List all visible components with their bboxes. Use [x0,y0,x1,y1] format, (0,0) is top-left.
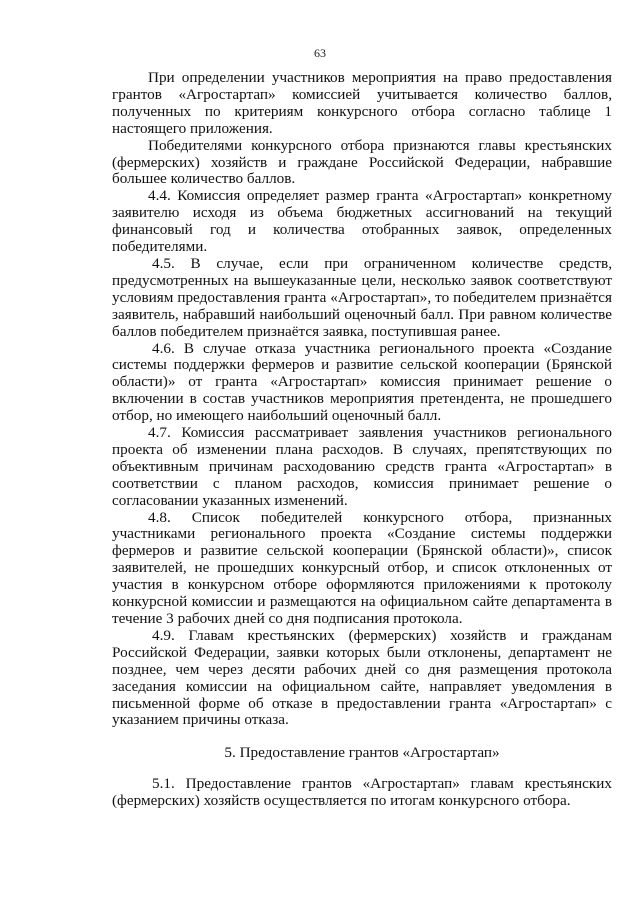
paragraph-4-9: 4.9. Главам крестьянских (фермерских) хозяйств и гражданам Российской Федерации, заявки которых были отклонены, департамент не позднее, чем через десяти рабочих дней со дня размещения протокола заседания комиссии на официальном сайте, направляет уведомления в письменной форме об отказе в предоставлении гранта «Агростартап» с указанием причины отказа. [112,626,612,729]
paragraph-winners: Победителями конкурсного отбора признаются главы крестьянских (фермерских) хозяйств и граждане Российской Федерации, набравшие большее количество баллов. [112,136,612,188]
paragraph-4-6: 4.6. В случае отказа участника регионального проекта «Создание системы поддержки фермеров и развитие сельской кооперации (Брянской области)» от гранта «Агростартап» комиссия принимает решение о включении в состав участников мероприятия претендента, не прошедшего отбор, но имеющего наибольший оценочный балл. [112,339,612,425]
paragraph-scoring: При определении участников мероприятия на право предоставления грантов «Агростартап» комиссией учитывается количество баллов, полученных по критериям конкурсного отбора согласно таблице 1 настоящего приложения. [112,69,612,137]
paragraph-4-7: 4.7. Комиссия рассматривает заявления участников регионального проекта об изменении плана расходов. В случаях, препятствующих по объективным причинам расходованию средств гранта «Агростартап» в соответствии с планом расходов, комиссия принимает решение о согласовании указанных изменений. [112,424,612,509]
paragraph-4-8: 4.8. Список победителей конкурсного отбора, признанных участниками регионального проекта «Создание системы поддержки фермеров и развитие сельской кооперации (Брянской области)», список заявителей, не прошедших конкурсный отбор, и список отклоненных от участия в конкурсном отборе оформляются приложениями к протоколу конкурсной комиссии и размещаются на официальном сайте департамента в течение 3 рабочих дней со дня подписания протокола. [112,508,612,627]
page-number: 63 [314,46,326,60]
paragraph-4-5: 4.5. В случае, если при ограниченном количестве средств, предусмотренных на вышеуказанные цели, несколько заявок соответствуют условиям предоставления гранта «Агростартап», то победителем признаётся заявитель, набравший наибольший оценочный балл. При равном количестве баллов победителем признаётся заявка, поступившая ранее. [112,254,612,340]
paragraph-5-1: 5.1. Предоставление грантов «Агростартап» главам крестьянских (фермерских) хозяйств осуществляется по итогам конкурсного отбора. [112,775,612,810]
section-heading: 5. Предоставление грантов «Агростартап» [224,744,500,762]
page-content [112,70,612,810]
paragraph-4-4: 4.4. Комиссия определяет размер гранта «Агростартап» конкретному заявителю исходя из объема бюджетных ассигнований на текущий финансовый год и количества отобранных заявок, определенных победителями. [112,187,612,256]
